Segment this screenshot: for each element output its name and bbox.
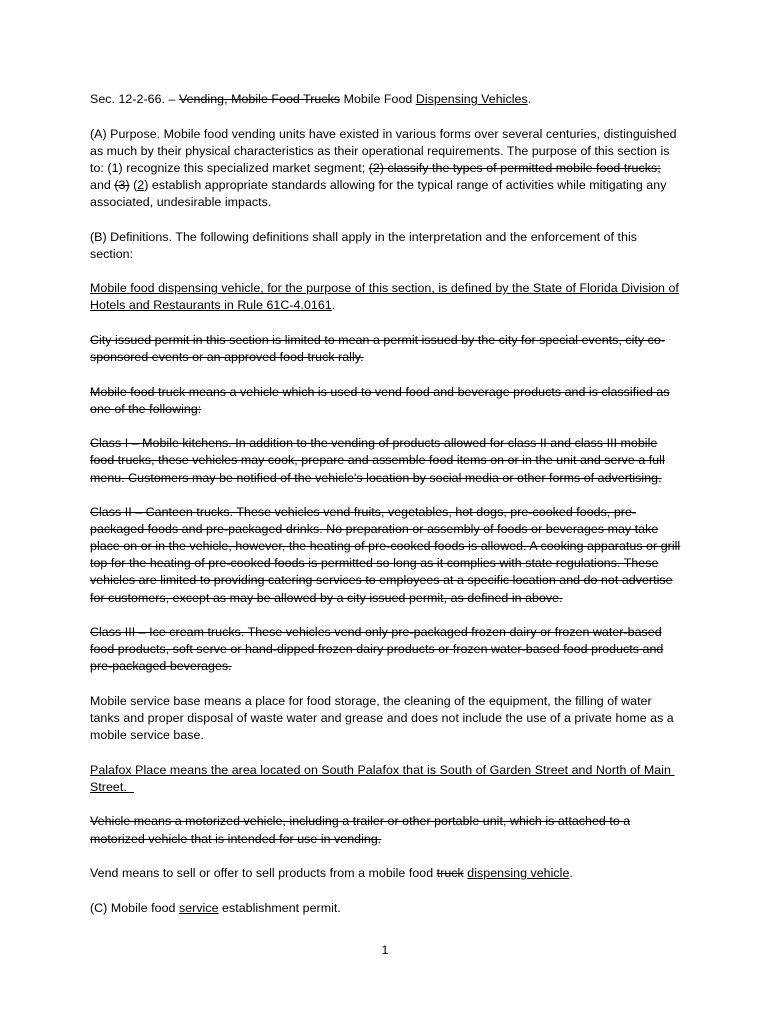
definition-mobile-food-truck: Mobile food truck means a vehicle which is used to vend food and beverage products and is classified as one of the following: — [90, 384, 670, 416]
definition-class-1: Class I – Mobile kitchens. In addition to the vending of products allowed for class II and class III mobile food trucks, these vehicles may cook, prepare and assemble food items on or in the unit and serve a full menu. Customers may be notified of the vehicle's location by social media or other forms of advertising. — [90, 436, 665, 485]
page-number: 1 — [381, 943, 389, 957]
purpose-text-4: ) establish appropriate standards allowing for the typical range of activities while mitigating any associated, undesirable impacts. — [90, 177, 667, 209]
definitions-intro: (B) Definitions. The following definitions shall apply in the interpretation and the enforcement of this section: — [90, 229, 638, 261]
heading-deleted-text: Vending, Mobile Food Trucks — [178, 92, 341, 106]
dispensing-vehicle-inserted: Mobile food dispensing vehicle, for the purpose of this section, is defined by the State of Florida Division of Hotels and Restaurants in Rule 61C-4.0161 — [90, 281, 679, 313]
heading-prefix: Sec. 12-2-66. – — [90, 92, 179, 106]
definition-vehicle: Vehicle means a motorized vehicle, including a trailer or other portable unit, which is attached to a motorized vehicle that is intended for use in vending. — [90, 814, 631, 846]
definition-mobile-service-base: Mobile service base means a place for food storage, the cleaning of the equipment, the filling of water tanks and proper disposal of waste water and grease and does not include the use of a private home as a mobile service base. — [90, 693, 674, 743]
permit-heading-inserted: service — [178, 900, 219, 915]
purpose-paragraph — [90, 126, 682, 211]
definition-mobile-food-dispensing-vehicle — [90, 280, 682, 314]
dispensing-vehicle-end: . — [331, 298, 336, 313]
heading-middle: Mobile Food — [340, 92, 416, 106]
purpose-text-2: and — [90, 177, 115, 192]
definition-palafox-place: Palafox Place means the area located on South Palafox that is South of Garden Street and North of Main Street. — [90, 762, 675, 794]
permit-heading — [90, 900, 682, 917]
vend-text-1: Vend means to sell or offer to sell products from a mobile food — [90, 866, 437, 881]
purpose-deleted-1: (2) classify the types of permitted mobile food trucks; — [368, 160, 661, 175]
purpose-deleted-2: (3) — [114, 177, 130, 192]
vend-inserted: dispensing vehicle — [467, 866, 570, 881]
permit-heading-text-2: establishment permit. — [218, 900, 341, 915]
vend-text-3: . — [569, 866, 573, 881]
definition-city-issued-permit: City issued permit in this section is limited to mean a permit issued by the city for special events, city co-sponsored events or an approved food truck rally. — [90, 332, 666, 365]
purpose-inserted: 2 — [137, 177, 145, 192]
definition-class-2: Class II – Canteen trucks. These vehicles vend fruits, vegetables, hot dogs, pre-cooked foods, pre-packaged foods and pre-packaged drinks. No preparation or assembly of foods or beverages may take place on or in the vehicle, however, the heating of pre-cooked foods is allowed. A cooking apparatus or grill top for the heating of pre-cooked foods is permitted so long as it complies with state regulations. These vehicles are limited to providing catering services to employees at a specific location and do not advertise for customers, except as may be allowed by a city issued permit, as defined in above. — [90, 505, 681, 605]
permit-heading-text-1: (C) Mobile food — [90, 900, 179, 915]
purpose-text-1: (A) Purpose. Mobile food vending units have existed in various forms over several centuries, distinguished as much by their physical characteristics as their operational requirements. The purpose of this section is to: (1) recognize this specialized market segment; — [90, 126, 677, 175]
definition-vend — [90, 865, 682, 882]
purpose-text-3: ( — [129, 177, 138, 192]
definition-class-3: Class III – Ice cream trucks. These vehicles vend only pre-packaged frozen dairy or frozen water-based food products, soft serve or hand-dipped frozen dairy products or frozen water-based food products and pre-packaged beverages. — [90, 625, 664, 674]
heading-end: . — [527, 92, 532, 106]
vend-deleted: truck — [436, 866, 464, 881]
document-body — [90, 91, 682, 934]
section-heading — [90, 91, 682, 108]
heading-inserted-text: Dispensing Vehicles — [415, 92, 528, 106]
